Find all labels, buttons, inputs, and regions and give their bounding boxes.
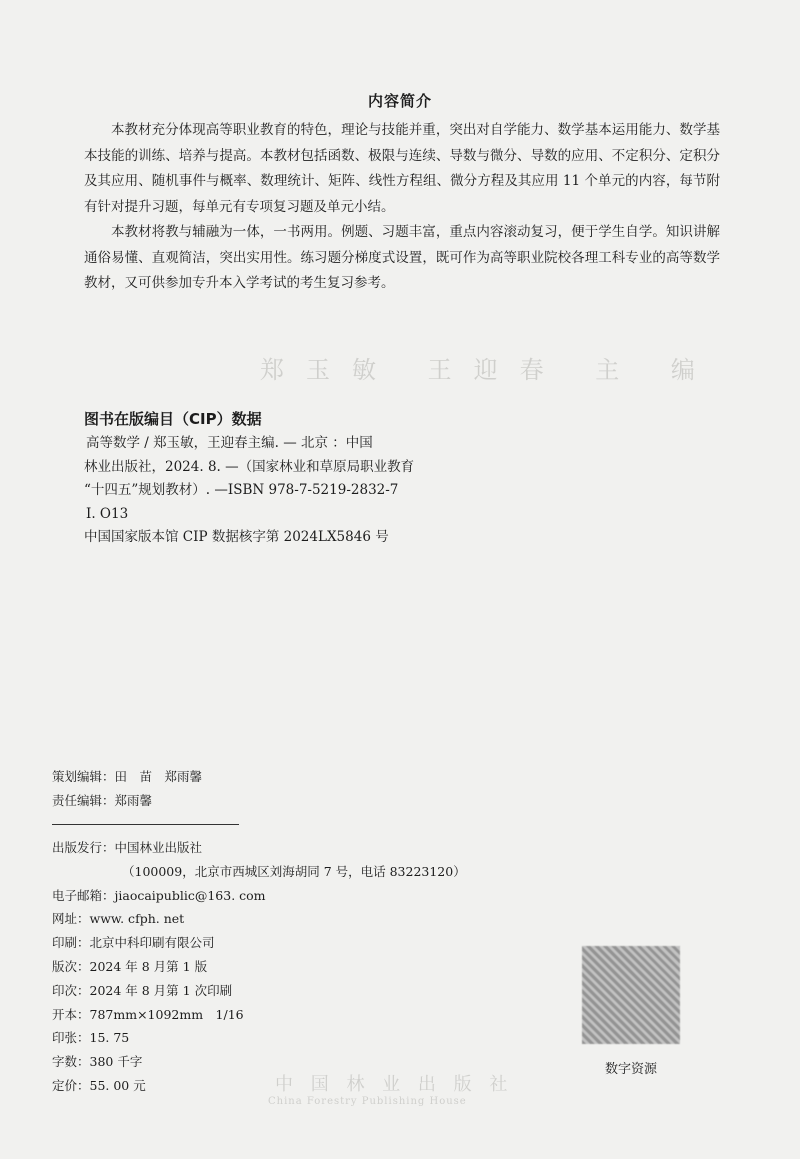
show-through-authors: 郑玉敏 王迎春 主 编 [260, 356, 717, 384]
cip-line: 高等数学 / 郑玉敏，王迎春主编. — 北京 ：中国 [86, 435, 373, 451]
intro-paragraph: 本教材将教与辅融为一体，一书两用。例题、习题丰富，重点内容滚动复习，便于学生自学。知识讲解通俗易懂、直观简洁，突出实用性。练习题分梯度式设置，既可作为高等职业院校各理工科专业的高等数学教材，又可供参加专升本入学考试的考生复习参考。 [84, 224, 720, 291]
format: 开本：787mm×1092mm 1/16 [52, 1006, 244, 1022]
cip-line: “十四五”规划教材）. —ISBN 978-7-5219-2832-7 [84, 482, 399, 498]
price: 定价：55. 00 元 [52, 1077, 146, 1093]
printer: 印刷：北京中科印刷有限公司 [52, 935, 215, 951]
responsible-editor: 责任编辑：郑雨馨 [52, 792, 153, 808]
intro-body [84, 118, 720, 297]
show-through-publisher-logo-en: China Forestry Publishing House [268, 1096, 467, 1107]
intro-paragraph: 本教材充分体现高等职业教育的特色，理论与技能并重，突出对自学能力、数学基本运用能力、数学基本技能的训练、培养与提高。本教材包括函数、极限与连续、导数与微分、导数的应用、不定积分、定积分及其应用、随机事件与概率、数理统计、矩阵、线性方程组、微分方程及其应用 11 个单元的内容，每节附有针对提升习题，每单元有专项复习题及单元小结。 [84, 122, 720, 215]
cip-line: Ⅰ. O13 [86, 505, 129, 522]
divider [52, 824, 239, 825]
qr-label: 数字资源 [604, 1062, 657, 1077]
printing: 印次：2024 年 8 月第 1 次印刷 [52, 982, 233, 998]
show-through-publisher-logo: 中 国 林 业 出 版 社 [275, 1074, 514, 1095]
publisher-address: （100009，北京市西城区刘海胡同 7 号，电话 83223120） [122, 863, 466, 879]
email: 电子邮箱：jiaocaipublic@163. com [52, 887, 266, 903]
publisher: 出版发行：中国林业出版社 [52, 840, 203, 855]
qr-code [582, 946, 680, 1044]
sheets: 印张：15. 75 [52, 1030, 130, 1046]
word-count: 字数：380 千字 [52, 1054, 143, 1070]
cip-line: 中国国家版本馆 CIP 数据核字第 2024LX5846 号 [84, 529, 389, 545]
cip-body [84, 432, 429, 550]
cip-line: 林业出版社，2024. 8. —（国家林业和草原局职业教育 [84, 458, 415, 475]
edition: 版次：2024 年 8 月第 1 版 [52, 958, 208, 974]
website: 网址：www. cfph. net [52, 911, 185, 927]
cip-title: 图书在版编目（CIP）数据 [84, 410, 262, 428]
planning-editor: 策划编辑：田 苗 郑雨馨 [52, 769, 203, 784]
editor-credits [52, 765, 202, 812]
intro-title: 内容简介 [367, 92, 432, 110]
publication-info [52, 836, 466, 1098]
